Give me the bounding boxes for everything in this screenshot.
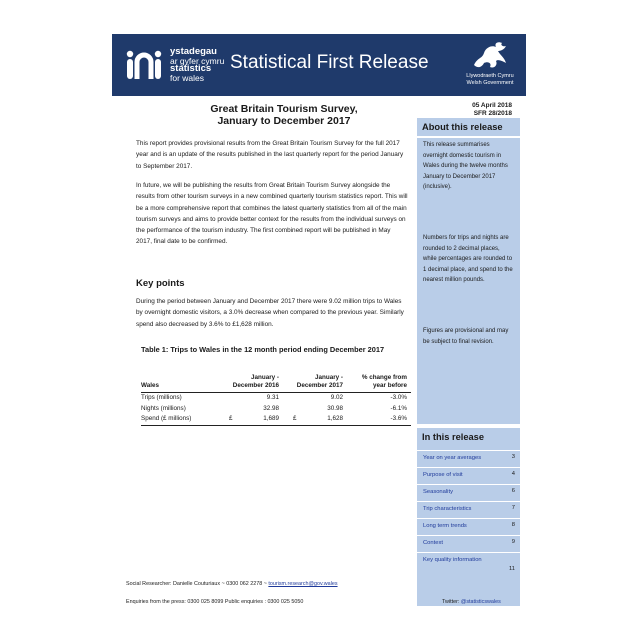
- release-type-title: Statistical First Release: [230, 52, 429, 73]
- toc-label[interactable]: Trip characteristics: [423, 506, 472, 512]
- toc-item[interactable]: [417, 484, 520, 501]
- header-banner: [112, 34, 526, 96]
- table-row: [141, 414, 411, 426]
- divider: [417, 136, 520, 138]
- toc-page-number: 3: [511, 454, 515, 460]
- row-currency: £: [293, 415, 297, 422]
- trips-table: [141, 364, 411, 426]
- row-currency: £: [229, 415, 233, 422]
- toc-page-number: 4: [511, 471, 515, 477]
- row-change: -6.1%: [390, 404, 407, 412]
- intro-paragraph: This report provides provisional results from the Great Britain Tourism Survey for the full 2017 year and is an update of the results published in the last quarterly report for the period January to September 2017.: [136, 140, 404, 170]
- row-value-2017: 30.98: [327, 404, 343, 412]
- researcher-contact: [126, 581, 338, 587]
- toc-item[interactable]: [417, 467, 520, 484]
- about-paragraph-1: This release summarises overnight domestic tourism in Wales during the twelve months January to December 2017 (inclusive).: [423, 142, 508, 191]
- in-this-release-sidebar: [417, 428, 520, 606]
- table-row: [141, 393, 411, 404]
- logo-line-4: for wales: [170, 72, 205, 83]
- title-line-2: January to December 2017: [217, 115, 351, 127]
- toc-item[interactable]: [417, 552, 520, 579]
- header-2016: January - December 2016: [232, 374, 279, 389]
- row-change: -3.0%: [390, 394, 407, 401]
- email-link[interactable]: tourism.research@gov.wales: [268, 581, 338, 587]
- toc-item[interactable]: [417, 501, 520, 518]
- logo-line-3: statistics: [170, 63, 212, 75]
- row-value-2016: 1,689: [263, 415, 279, 422]
- release-reference: SFR 28/2018: [473, 110, 512, 117]
- toc-item[interactable]: [417, 518, 520, 535]
- future-paragraph: In future, we will be publishing the results from Great Britain Tourism Survey alongside the results from other tourism surveys in a new combined quarterly tourism statistics report. This will be a more comprehensive report that combines the latest quarterly statistics from all of the main tourism surveys and aims to provide better context for the results from the individual surveys on the performance of the tourism industry. The first combined report will be published in May 2017, final date to be confirmed.: [136, 182, 408, 246]
- document-page: [112, 34, 526, 606]
- toc-label[interactable]: Key quality information: [423, 557, 482, 563]
- enquiries-text: Enquiries from the press: 0300 025 8099 Public enquiries : 0300 025 5050: [126, 599, 304, 605]
- toc-item[interactable]: [417, 535, 520, 552]
- release-meta: [442, 102, 512, 118]
- toc-label[interactable]: Purpose of visit: [423, 472, 463, 478]
- dragon-icon: [470, 39, 510, 73]
- toc-item[interactable]: [417, 450, 520, 467]
- logo-line-2: ar gyfer cymru: [170, 55, 225, 66]
- twitter-link[interactable]: @statisticswales: [460, 599, 501, 605]
- toc-page-number: 7: [511, 505, 515, 511]
- key-points-paragraph: During the period between January and December 2017 there were 9.02 million trips to Wales by overnight domestic visitors, a 3.0% decrease when compared to the previous year. Similarly spend also decreased by 3.6% to £1,628 million.: [136, 298, 404, 328]
- toc-page-number: 11: [508, 566, 515, 572]
- header-wales: Wales: [141, 382, 159, 389]
- in-this-release-heading: In this release: [422, 432, 485, 442]
- about-heading: About this release: [422, 122, 503, 132]
- header-2017: January - December 2017: [296, 374, 343, 389]
- logo-line-1: ystadegau: [170, 46, 217, 57]
- row-value-2016: 32.98: [263, 404, 279, 412]
- about-paragraph-2: Numbers for trips and nights are rounded to 2 decimal places, while percentages are rounded to 1 decimal place, and spend to the nearest million pounds.: [423, 235, 513, 284]
- row-value-2017: 9.02: [330, 394, 343, 401]
- gov-name-english: Welsh Government: [466, 79, 514, 86]
- toc-label[interactable]: Long term trends: [423, 523, 467, 529]
- statistics-wales-logo-icon: [124, 48, 164, 82]
- logo-text: [170, 48, 224, 82]
- title-line-1: Great Britain Tourism Survey,: [210, 103, 358, 115]
- row-label: Spend (£ millions): [141, 415, 192, 422]
- toc-label[interactable]: Year on year averages: [423, 455, 482, 461]
- table-header-row: [141, 364, 411, 393]
- toc-label[interactable]: Seasonality: [423, 489, 453, 495]
- row-value-2017: 1,628: [327, 415, 343, 422]
- key-points-heading: Key points: [136, 278, 185, 289]
- row-label: Trips (millions): [141, 394, 182, 401]
- table-row: [141, 404, 411, 415]
- toc-page-number: 8: [511, 522, 515, 528]
- toc-label[interactable]: Context: [423, 540, 443, 546]
- row-label: Nights (millions): [141, 404, 186, 412]
- table-title: Table 1: Trips to Wales in the 12 month period ending December 2017: [141, 345, 385, 354]
- row-value-2016: 9.31: [266, 394, 279, 401]
- toc-page-number: 9: [511, 539, 515, 545]
- document-title: [164, 103, 404, 127]
- welsh-government-logo: [458, 39, 522, 91]
- twitter-label: Twitter:: [442, 599, 461, 605]
- twitter-contact: [442, 599, 501, 605]
- release-date: 05 April 2018: [472, 102, 512, 109]
- header-change: % change from year before: [361, 374, 407, 389]
- about-paragraph-3: Figures are provisional and may be subject to final revision.: [423, 328, 509, 345]
- gov-name-welsh: Llywodraeth Cymru: [466, 73, 514, 79]
- researcher-text: Social Researcher: Danielle Couturiaux ~ 0300 062 2278 ~: [126, 581, 269, 587]
- row-change: -3.6%: [390, 415, 407, 422]
- about-sidebar: [417, 118, 520, 424]
- toc-page-number: 6: [511, 488, 515, 494]
